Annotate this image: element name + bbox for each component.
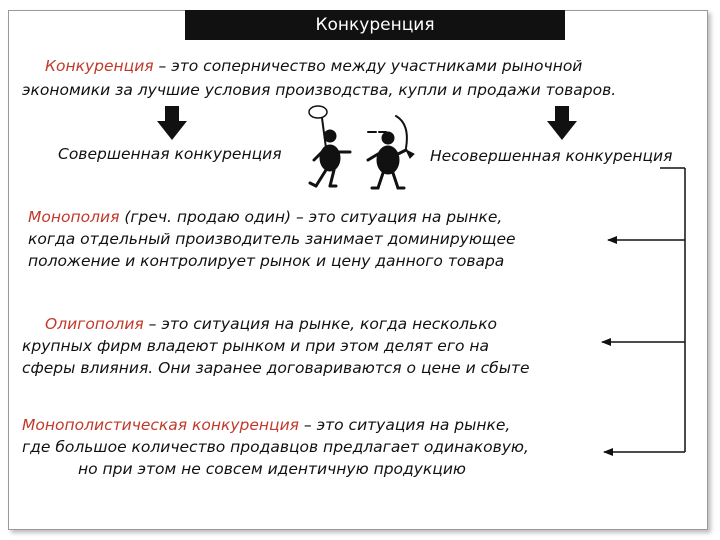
monopoly-line-1-rest: (греч. продаю один) – это ситуация на рынке, xyxy=(119,208,503,226)
monopoly-term: Монополия xyxy=(28,208,120,226)
down-arrow-icon-right xyxy=(547,106,577,140)
definition-line-2: экономики за лучшие условия производства, купли и продажи товаров. xyxy=(22,81,617,99)
monopolistic-competition-line-3: но при этом не совсем идентичную продукцию xyxy=(78,460,466,478)
fighting-figures-icon xyxy=(309,106,414,188)
oligopoly-line-1-rest: – это ситуация на рынке, когда несколько xyxy=(143,315,498,333)
perfect-competition-label: Совершенная конкуренция xyxy=(58,145,282,163)
slide-title: Конкуренция xyxy=(185,10,565,40)
definition-line-1-rest: – это соперничество между участниками рыночной xyxy=(153,57,583,75)
definition-term: Конкуренция xyxy=(45,57,154,75)
monopoly-line-2: когда отдельный производитель занимает доминирующее xyxy=(28,230,516,248)
oligopoly-term: Олигополия xyxy=(45,315,144,333)
down-arrow-icon-left xyxy=(157,106,187,140)
monopoly-line-3: положение и контролирует рынок и цену данного товара xyxy=(28,252,505,270)
bracket-connector xyxy=(602,168,685,452)
monopolistic-competition-line-2: где большое количество продавцов предлагает одинаковую, xyxy=(22,438,529,456)
monopolistic-competition-line-1-rest: – это ситуация на рынке, xyxy=(299,416,511,434)
monopolistic-competition-term: Монополистическая конкуренция xyxy=(22,416,299,434)
imperfect-competition-label: Несовершенная конкуренция xyxy=(430,147,673,165)
oligopoly-line-2: крупных фирм владеют рынком и при этом делят его на xyxy=(22,337,490,355)
oligopoly-line-3: сферы влияния. Они заранее договариваются о цене и сбыте xyxy=(22,359,530,377)
